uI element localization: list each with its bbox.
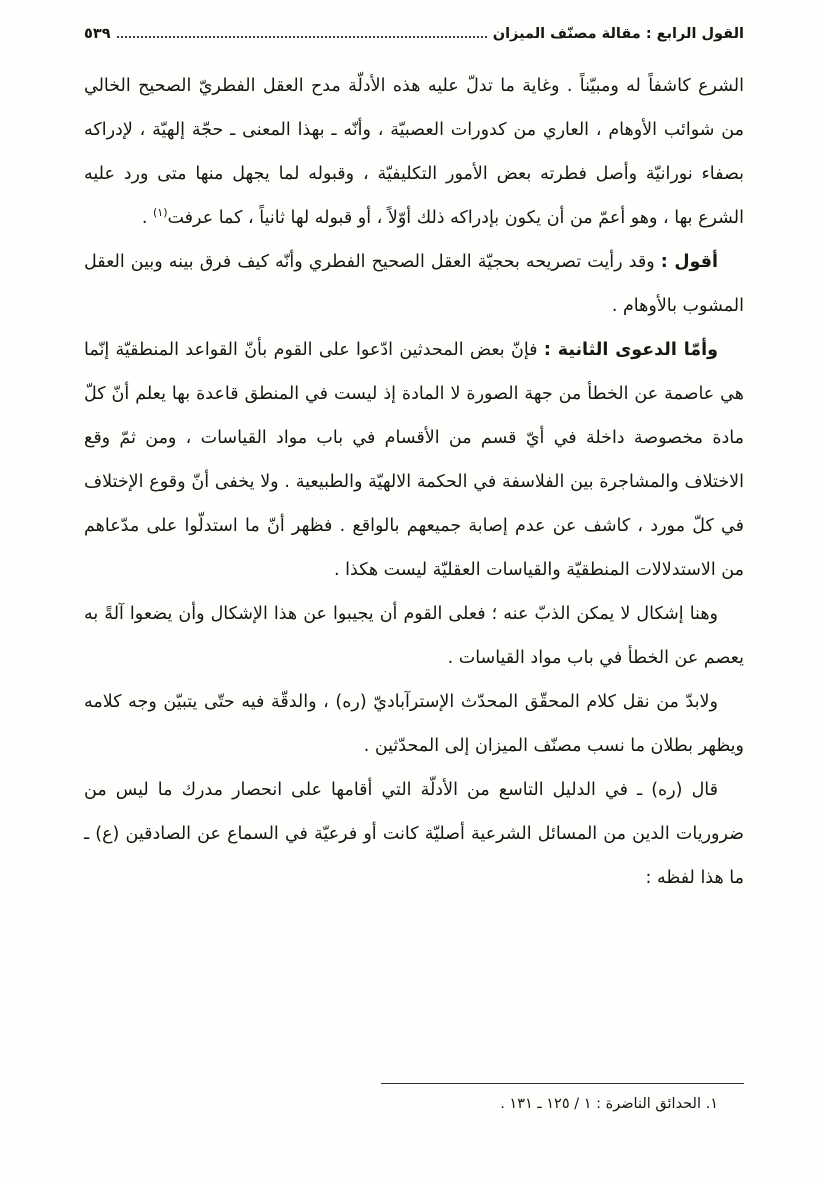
paragraph-3-text: فإنّ بعض المحدثين ادّعوا على القوم بأنّ القواعد المنطقيّة إنّما هي عاصمة عن الخطأ من جهة الصورة لا المادة إذ ليست في المنطق قاعدة بها يعلم أنّ كلّ مادة مخصوصة داخلة في أيّ قسم من الأقسام في باب مواد القياسات ، ومن ثمّ وقع الاختلاف والمشاجرة بين الفلاسفة في الحكمة الالهيّة والطبيعية . ولا يخفى أنّ وقوع الإختلاف في كلّ مورد ، كاشف عن عدم إصابة جميعهم بالواقع . فظهر أنّ ما استدلّوا على مدّعاهم من الاستدلالات المنطقيّة والقياسات العقليّة ليست هكذا . bbox=[84, 340, 744, 580]
footnote-area bbox=[84, 1083, 744, 1112]
page-header bbox=[84, 26, 744, 42]
paragraph-ishkal bbox=[84, 592, 744, 680]
paragraph-continuation bbox=[84, 64, 744, 240]
paragraph-5-text: ولابدّ من نقل كلام المحقّق المحدّث الإسترآباديّ (ره) ، والدقّة فيه حتّى يتبيّن وجه كلامه ويظهر بطلان ما نسب مصنّف الميزان إلى المحدّثين . bbox=[84, 692, 744, 756]
footnote-text: ١. الحدائق الناضرة : ١ / ١٢٥ ـ ١٣١ . bbox=[500, 1096, 718, 1112]
paragraph-1-text: الشرع كاشفاً له ومبيّناً . وغاية ما تدلّ عليه هذه الأدلّة مدح العقل الفطريّ الصحيح الخالي من شوائب الأوهام ، العاري من كدورات العصبيّة ، وأنّه ـ بهذا المعنى ـ حجّة إلهيّة ، لإدراكه بصفاء نورانيّة وأصل فطرته بعض الأمور التكليفيّة ، وقبوله لما يجهل منها متى ورد عليه الشرع بها ، وهو أعمّ من أن يكون بإدراكه ذلك أوّلاً ، أو قبوله لها ثانياً ، كما عرفت bbox=[84, 76, 744, 228]
paragraph-astarabadi bbox=[84, 680, 744, 768]
paragraph-2-lead: أقول : bbox=[660, 252, 718, 272]
running-header-title: القول الرابع : مقالة مصنّف الميزان bbox=[492, 26, 744, 42]
paragraph-4-text: وهنا إشكال لا يمكن الذبّ عنه ؛ فعلى القوم أن يجيبوا عن هذا الإشكال وأن يضعوا آلةً به يعصم عن الخطأ في باب مواد القياسات . bbox=[84, 604, 744, 668]
footnote-reference-marker: (١) bbox=[152, 206, 168, 220]
paragraph-2-text: وقد رأيت تصريحه بحجيّة العقل الصحيح الفطري وأنّه كيف فرق بينه وبين العقل المشوب بالأوهام . bbox=[84, 252, 744, 316]
paragraph-6-text: قال (ره) ـ في الدليل التاسع من الأدلّة التي أقامها على انحصار مدرك ما ليس من ضروريات الدين من المسائل الشرعية أصليّة كانت أو فرعيّة في السماع عن الصادقين (ع) ـ ما هذا لفظه : bbox=[84, 780, 744, 888]
paragraph-qala bbox=[84, 768, 744, 900]
paragraph-3-lead: وأمّا الدعوى الثانية : bbox=[543, 340, 718, 360]
body-text bbox=[84, 64, 744, 900]
paragraph-second-claim bbox=[84, 328, 744, 592]
dot-leader bbox=[117, 36, 487, 38]
footnote-separator-line bbox=[381, 1083, 744, 1084]
page-number: ٥٣٩ bbox=[84, 26, 111, 42]
paragraph-1-period: . bbox=[141, 208, 153, 228]
paragraph-aqul bbox=[84, 240, 744, 328]
